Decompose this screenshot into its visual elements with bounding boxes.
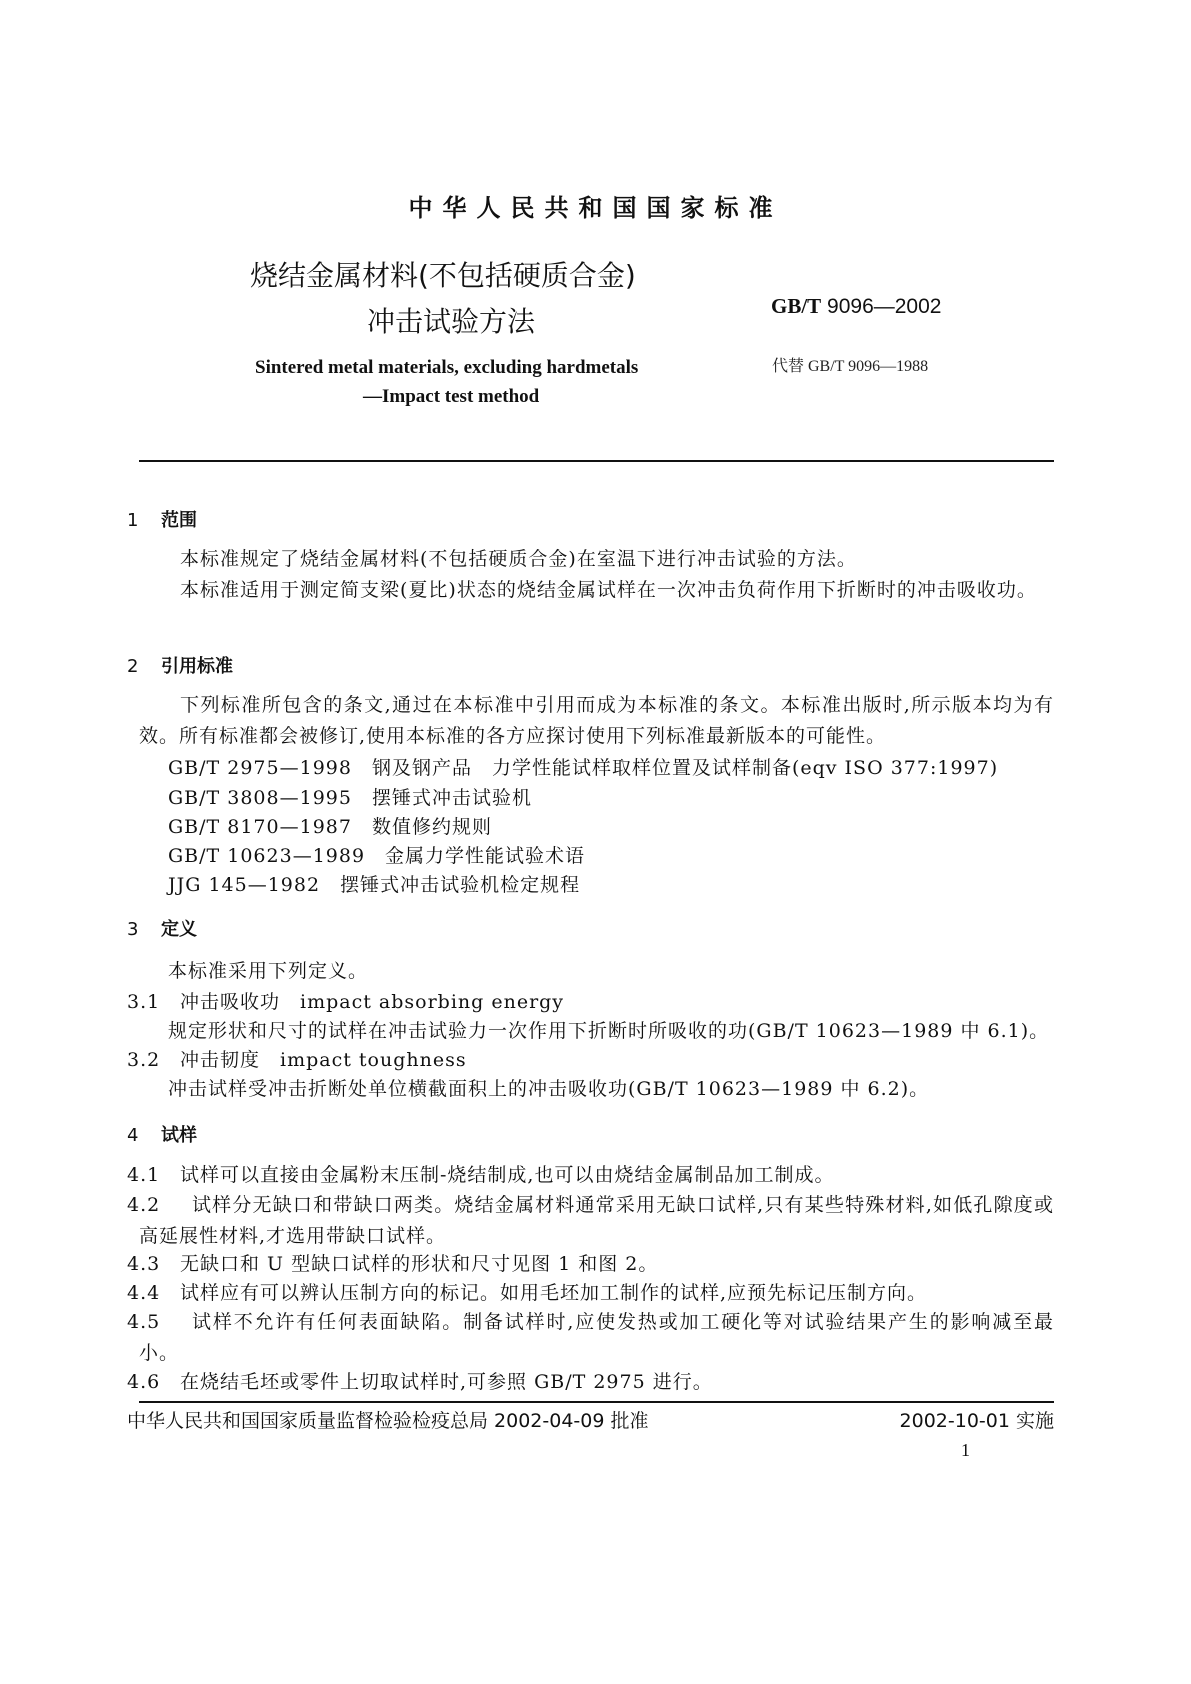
definition-3-2-term: 冲击韧度 impact toughness [180,1049,467,1071]
section-3-heading [127,915,197,941]
clause-text: 试样可以直接由金属粉末压制-烧结制成,也可以由烧结金属制品加工制成。 [180,1164,835,1186]
english-title-line-1: Sintered metal materials, excluding hardmetals [255,357,639,378]
english-title-line-2: —Impact test method [363,386,540,407]
section-2-heading [127,652,233,678]
footer-divider [139,1401,1054,1403]
section-title: 引用标准 [161,656,233,677]
clause-number: 4.3 [127,1253,161,1275]
reference-standard: GB/T 3808—1995 摆锤式冲击试验机 [168,787,532,809]
clause-text: 在烧结毛坯或零件上切取试样时,可参照 GB/T 2975 进行。 [180,1371,713,1393]
section-1-paragraph-2: 本标准适用于测定简支梁(夏比)状态的烧结金属试样在一次冲击负荷作用下折断时的冲击吸收功。 [180,579,1037,601]
section-number: 3 [127,919,139,940]
clause-text: 试样应有可以辨认压制方向的标记。如用毛坯加工制作的试样,应预先标记压制方向。 [180,1282,928,1304]
section-3-intro: 本标准采用下列定义。 [168,960,369,982]
section-title: 定义 [161,919,197,940]
clause-number: 4.2 [127,1194,161,1216]
title-line-2: 冲击试验方法 [367,305,536,338]
reference-standard: GB/T 2975—1998 钢及钢产品 力学性能试样取样位置及试样制备(eqv ISO 377:1997) [168,757,999,779]
clause-text: 试样分无缺口和带缺口两类。烧结金属材料通常采用无缺口试样,只有某些特殊材料,如低孔隙度或高延展性材料,才选用带缺口试样。 [139,1194,1054,1247]
reference-standard: GB/T 10623—1989 金属力学性能试验术语 [168,845,586,867]
definition-3-2-text: 冲击试样受冲击折断处单位横截面积上的冲击吸收功(GB/T 10623—1989 中 6.2)。 [168,1078,930,1100]
reference-standard: JJG 145—1982 摆锤式冲击试验机检定规程 [168,874,581,896]
definition-3-1-text: 规定形状和尺寸的试样在冲击试验力一次作用下折断时所吸收的功(GB/T 10623—1989 中 6.1)。 [168,1020,1050,1042]
section-1-heading [127,506,197,532]
section-title: 试样 [161,1125,197,1146]
definition-3-2-number: 3.2 [127,1049,161,1071]
reference-standard: GB/T 8170—1987 数值修约规则 [168,816,492,838]
definition-3-1-number: 3.1 [127,991,161,1013]
clause-number: 4.5 [127,1311,161,1333]
section-1-paragraph-1: 本标准规定了烧结金属材料(不包括硬质合金)在室温下进行冲击试验的方法。 [180,548,857,570]
standard-code [771,294,941,319]
standard-code-number: 9096—2002 [827,295,942,318]
section-2-paragraph-1: 下列标准所包含的条文,通过在本标准中引用而成为本标准的条文。本标准出版时,所示版本均为有效。所有标准都会被修订,使用本标准的各方应探讨使用下列标准最新版本的可能性。 [139,694,1054,747]
clause-number: 4.6 [127,1371,161,1393]
title-line-1: 烧结金属材料(不包括硬质合金) [250,259,636,292]
clause-number: 4.4 [127,1282,161,1304]
clause-number: 4.1 [127,1164,161,1186]
section-number: 4 [127,1125,139,1146]
section-title: 范围 [161,510,197,531]
clause-text: 试样不允许有任何表面缺陷。制备试样时,应使发热或加工硬化等对试验结果产生的影响减至最小。 [139,1311,1054,1364]
standard-code-prefix: GB/T [771,294,822,318]
section-number: 1 [127,510,139,531]
page-number: 1 [961,1440,970,1460]
effective-date: 2002-10-01 实施 [899,1410,1054,1432]
approval-statement: 中华人民共和国国家质量监督检验检疫总局 2002-04-09 批准 [127,1410,649,1432]
clause-text: 无缺口和 U 型缺口试样的形状和尺寸见图 1 和图 2。 [180,1253,659,1275]
section-number: 2 [127,656,139,677]
definition-3-1-term: 冲击吸收功 impact absorbing energy [180,991,565,1013]
section-4-heading [127,1121,197,1147]
header-divider [139,460,1054,462]
national-standard-header: 中华人民共和国国家标准 [408,194,783,222]
replaces-standard: 代替 GB/T 9096—1988 [772,358,929,375]
